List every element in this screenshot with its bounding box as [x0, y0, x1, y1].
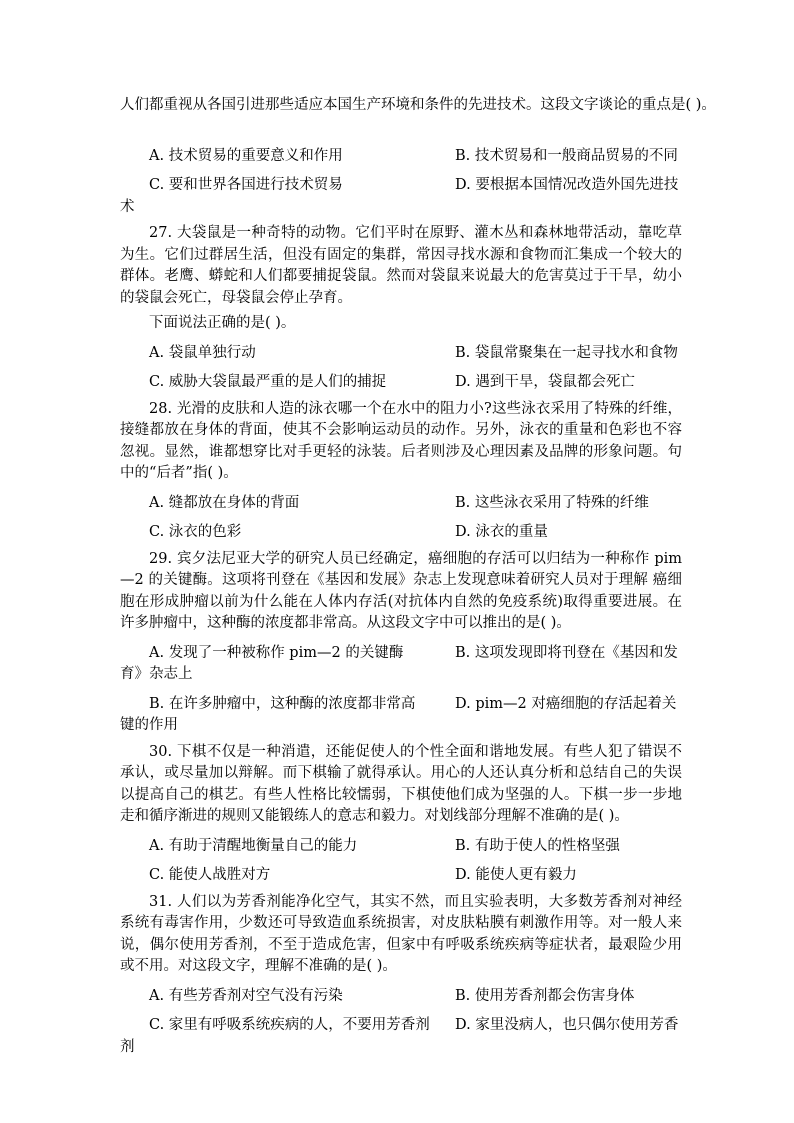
option-label: B. — [149, 695, 165, 712]
question-text: 宾夕法尼亚大学的研究人员已经确定，癌细胞的存活可以归结为一种称作 pim—2 的关键酶。这项将刊登在《基因和发展》杂志上发现意味着研究人员对于理解 癌细胞在形成肿瘤以前为什么能在人体内存活(对抗体内自然的免疫系统)取得重要进展。在许多肿瘤中，这种酶的浓度都非常高。从这段文字中可以推出的是( )。 — [120, 550, 683, 631]
option-text: 有助于使人的性格坚强 — [474, 837, 620, 854]
question-stem — [120, 549, 682, 635]
option-text: 使用芳香剂都会伤害身体 — [474, 987, 635, 1004]
option-label: A. — [149, 837, 165, 854]
question-text: 下棋不仅是一种消遣，还能促使人的个性全面和谐地发展。有些人犯了错误不承认，或尽量加以辩解。而下棋输了就得承认。用心的人还认真分析和总结自己的失误 以提高自己的棋艺。有些人性格比较懦弱，下棋使他们成为坚强的人。下棋一步一步地走和循序渐进的规则又能锻练人的意志和毅力。对划线部分理解不准确的是( )。 — [120, 743, 683, 824]
option-label: A. — [149, 987, 165, 1004]
option-a — [120, 986, 455, 1008]
question-number: 31. — [149, 893, 173, 910]
option-text: pim—2 对癌细胞的存活起着关键的作用 — [120, 695, 677, 733]
question-stem — [120, 399, 682, 485]
option-row — [120, 493, 682, 515]
option-row — [120, 175, 682, 218]
option-text: 有助于清醒地衡量自己的能力 — [168, 837, 358, 854]
question-options — [120, 986, 682, 1059]
option-c — [120, 372, 455, 394]
option-label: C. — [149, 374, 165, 390]
option-row — [120, 343, 682, 365]
option-text: 家里没病人，也只偶尔使用芳香剂 — [120, 1017, 679, 1055]
question-text: 大袋鼠是一种奇特的动物。它们平时在原野、灌木丛和森林地带活动，靠吃草为生。它们过群居生活，但没有固定的集群，常因寻找水源和食物而汇集成一个较大的 群体。老鹰、蟒蛇和人们都要捕捉袋鼠。然而对袋鼠来说最大的危害莫过于干旱，幼小的袋鼠会死亡，母袋鼠会停止孕育。 — [120, 225, 683, 306]
option-text: 发现了一种被称作 pim—2 的关键酶 — [168, 644, 404, 661]
option-label: D. — [455, 867, 471, 883]
option-row — [120, 372, 682, 394]
option-text: 在许多肿瘤中，这种酶的浓度都非常高 — [168, 695, 416, 712]
option-row — [120, 643, 682, 686]
option-text: 泳衣的重量 — [475, 524, 548, 540]
option-label: C. — [149, 867, 165, 883]
option-text: 家里有呼吸系统疾病的人，不要用芳香剂 — [168, 1017, 430, 1033]
option-row — [120, 986, 682, 1008]
question-options — [120, 836, 682, 887]
question-stem — [120, 892, 682, 978]
option-a — [120, 343, 455, 365]
question-options — [120, 343, 682, 394]
option-b — [455, 345, 678, 361]
option-text: 袋鼠常聚集在一起寻找水和食物 — [474, 344, 678, 361]
option-label: B. — [455, 147, 471, 164]
option-b — [455, 495, 649, 511]
option-row — [120, 694, 682, 737]
option-d — [455, 524, 548, 540]
option-text: 能使人战胜对方 — [168, 867, 271, 883]
option-c — [120, 1015, 455, 1037]
option-d — [455, 867, 577, 883]
option-row — [120, 836, 682, 858]
option-c — [120, 865, 455, 887]
question-number: 30. — [149, 743, 173, 760]
option-label: B. — [455, 644, 471, 661]
option-c — [120, 175, 455, 197]
option-label: D. — [455, 374, 471, 390]
option-text: 袋鼠单独行动 — [168, 344, 256, 361]
option-label: A. — [149, 147, 165, 164]
question-number: 29. — [149, 550, 173, 567]
option-label: B. — [455, 837, 471, 854]
option-a — [120, 493, 455, 515]
option-row — [120, 865, 682, 887]
question-stem — [120, 742, 682, 828]
option-label: C. — [149, 177, 165, 193]
question-prompt: 下面说法正确的是( )。 — [149, 315, 296, 331]
option-row — [120, 146, 682, 168]
option-text: 要根据本国情况改造外国先进技术 — [120, 177, 679, 215]
option-a — [120, 146, 455, 168]
option-b — [455, 988, 634, 1004]
option-b — [455, 148, 678, 164]
question-text: 光滑的皮肤和人造的泳衣哪一个在水中的阻力小?这些泳衣采用了特殊的纤维，接缝都放在身体的背面，使其不会影响运动员的动作。另外，泳衣的重量和色彩也不容忽视。显然，谁都想穿比对手更轻的泳装。后者则涉及心理因素及品牌的形象问题。句中的“后者”指( )。 — [120, 400, 683, 481]
intro-options — [120, 146, 682, 219]
option-label: A. — [149, 494, 165, 511]
option-label: A. — [149, 344, 165, 361]
question-block-31 — [120, 892, 682, 1059]
intro-question-stem: 人们都重视从各国引进那些适应本国生产环境和条件的先进技术。这段文字谈论的重点是( )。 — [120, 97, 716, 113]
option-c — [120, 522, 455, 544]
question-options — [120, 643, 682, 737]
option-text: 有些芳香剂对空气没有污染 — [168, 987, 343, 1004]
option-b2 — [120, 694, 455, 716]
option-label: D. — [455, 1017, 471, 1033]
question-stem — [120, 223, 682, 309]
option-text: 泳衣的色彩 — [168, 524, 242, 540]
option-text: 要和世界各国进行技术贸易 — [168, 177, 343, 193]
option-a — [120, 643, 455, 665]
option-text: 这项发现即将刊登在《基因和发育》杂志上 — [120, 644, 678, 682]
option-row — [120, 522, 682, 544]
question-number: 28. — [149, 400, 173, 417]
option-b — [455, 838, 620, 854]
option-label: D. — [455, 695, 471, 712]
question-options — [120, 493, 682, 544]
option-label: C. — [149, 1017, 165, 1033]
option-text: 技术贸易的重要意义和作用 — [168, 147, 343, 164]
option-label: D. — [455, 177, 471, 193]
question-block-30 — [120, 742, 682, 887]
option-text: 技术贸易和一般商品贸易的不同 — [474, 147, 678, 164]
option-text: 这些泳衣采用了特殊的纤维 — [474, 494, 649, 511]
option-text: 能使人更有毅力 — [475, 867, 577, 883]
option-text: 缝都放在身体的背面 — [168, 494, 300, 511]
option-label: A. — [149, 644, 165, 661]
option-d — [455, 374, 635, 390]
option-label: B. — [455, 344, 471, 361]
intro-question-block — [120, 95, 716, 218]
option-text: 威胁大袋鼠最严重的是人们的捕捉 — [168, 374, 387, 390]
question-block-29 — [120, 549, 682, 737]
question-number: 27. — [149, 225, 173, 241]
option-row — [120, 1015, 682, 1058]
option-a — [120, 836, 455, 858]
option-label: D. — [455, 524, 471, 540]
option-label: B. — [455, 987, 471, 1004]
question-block-27 — [120, 223, 682, 394]
question-text: 人们以为芳香剂能净化空气，其实不然，而且实验表明，大多数芳香剂对神经系统有毒害作用，少数还可导致造血系统损害，对皮肤粘膜有刺激作用等。对一般人来说，偶尔使用芳香剂，不至于造成危害，但家中有呼吸系统疾病等症状者，最艰险少用或不用。对这段文字，理解不准确的是( )。 — [120, 893, 683, 974]
option-label: C. — [149, 524, 165, 540]
option-label: B. — [455, 494, 471, 511]
option-text: 遇到干旱，袋鼠都会死亡 — [475, 374, 635, 390]
question-block-28 — [120, 399, 682, 544]
